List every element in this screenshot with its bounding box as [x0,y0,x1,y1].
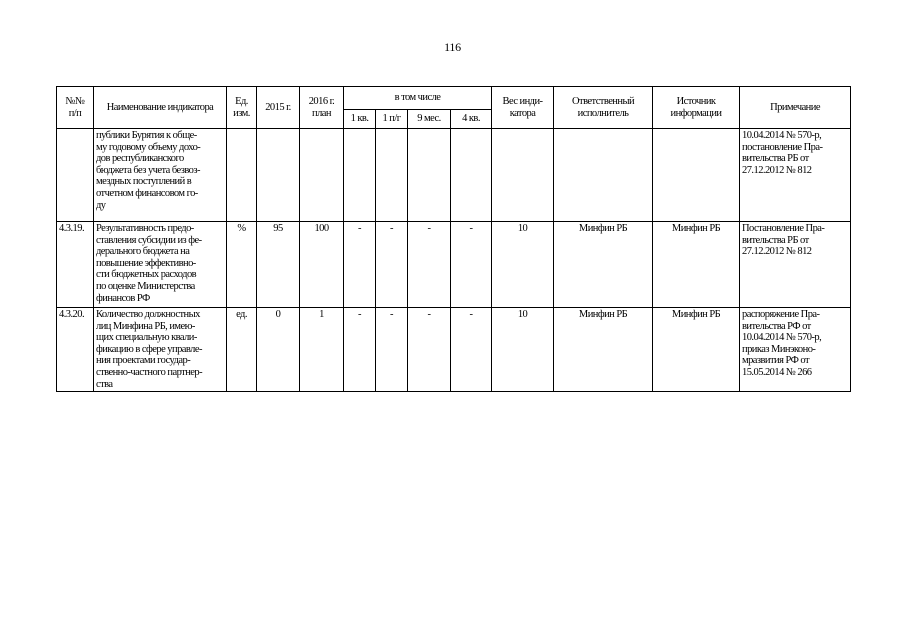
header-9m: 9 мес. [408,110,451,129]
table-row [57,129,851,222]
cell-source [653,129,740,222]
header-source: Источник информации [653,87,740,129]
cell-weight: 10 [492,222,554,308]
header-q4: 4 кв. [451,110,492,129]
header-including: в том числе [344,87,492,110]
table-row [57,308,851,392]
cell-weight [492,129,554,222]
cell-2016: 100 [300,222,344,308]
cell-responsible: Минфин РБ [554,308,653,392]
page-number: 116 [444,40,461,54]
header-responsible: Ответственный исполнитель [554,87,653,129]
header-name: Наименование индикатора [94,87,227,129]
cell-h1 [376,129,408,222]
header-unit: Ед. изм. [227,87,257,129]
cell-h1: - [376,222,408,308]
cell-9m [408,129,451,222]
cell-name: Результативность предо- ставления субсидии из фе- дерального бюджета на повышение эффективно- сти бюджетных расходов по оценке Министерства финансов РФ [94,222,227,308]
cell-2015: 95 [257,222,300,308]
cell-2015 [257,129,300,222]
cell-num: 4.3.19. [57,222,94,308]
header-note: Примечание [740,87,851,129]
cell-responsible: Минфин РБ [554,222,653,308]
header-h1: 1 п/г [376,110,408,129]
cell-q1: - [344,308,376,392]
indicators-table [56,86,851,392]
header-2015: 2015 г. [257,87,300,129]
cell-note: распоряжение Пра- вительства РФ от 10.04.2014 № 570-р, приказ Минэконо- мразвития РФ от 15.05.2014 № 266 [740,308,851,392]
cell-2016 [300,129,344,222]
header-q1: 1 кв. [344,110,376,129]
cell-2015: 0 [257,308,300,392]
header-weight: Вес инди- катора [492,87,554,129]
header-2016-plan: 2016 г. план [300,87,344,129]
cell-responsible [554,129,653,222]
cell-note: 10.04.2014 № 570-р, постановление Пра- вительства РБ от 27.12.2012 № 812 [740,129,851,222]
cell-q1 [344,129,376,222]
cell-h1: - [376,308,408,392]
cell-unit: % [227,222,257,308]
header-row [57,87,851,110]
cell-9m: - [408,222,451,308]
table-row [57,222,851,308]
cell-note: Постановление Пра- вительства РБ от 27.12.2012 № 812 [740,222,851,308]
cell-source: Минфин РБ [653,308,740,392]
cell-source: Минфин РБ [653,222,740,308]
cell-q4: - [451,308,492,392]
cell-unit: ед. [227,308,257,392]
cell-q4: - [451,222,492,308]
cell-9m: - [408,308,451,392]
cell-num [57,129,94,222]
cell-name: публики Бурятия к обще- му годовому объему дохо- дов республиканского бюджета без учета безвоз- мездных поступлений в отчетном финансовом го- ду [94,129,227,222]
cell-unit [227,129,257,222]
cell-q4 [451,129,492,222]
cell-q1: - [344,222,376,308]
cell-num: 4.3.20. [57,308,94,392]
header-num: №№ п/п [57,87,94,129]
cell-name: Количество должностных лиц Минфина РБ, имею- щих специальную квали- фикацию в сфере управле- ния проектами государ- ственно-частного партнер- ства [94,308,227,392]
cell-2016: 1 [300,308,344,392]
cell-weight: 10 [492,308,554,392]
